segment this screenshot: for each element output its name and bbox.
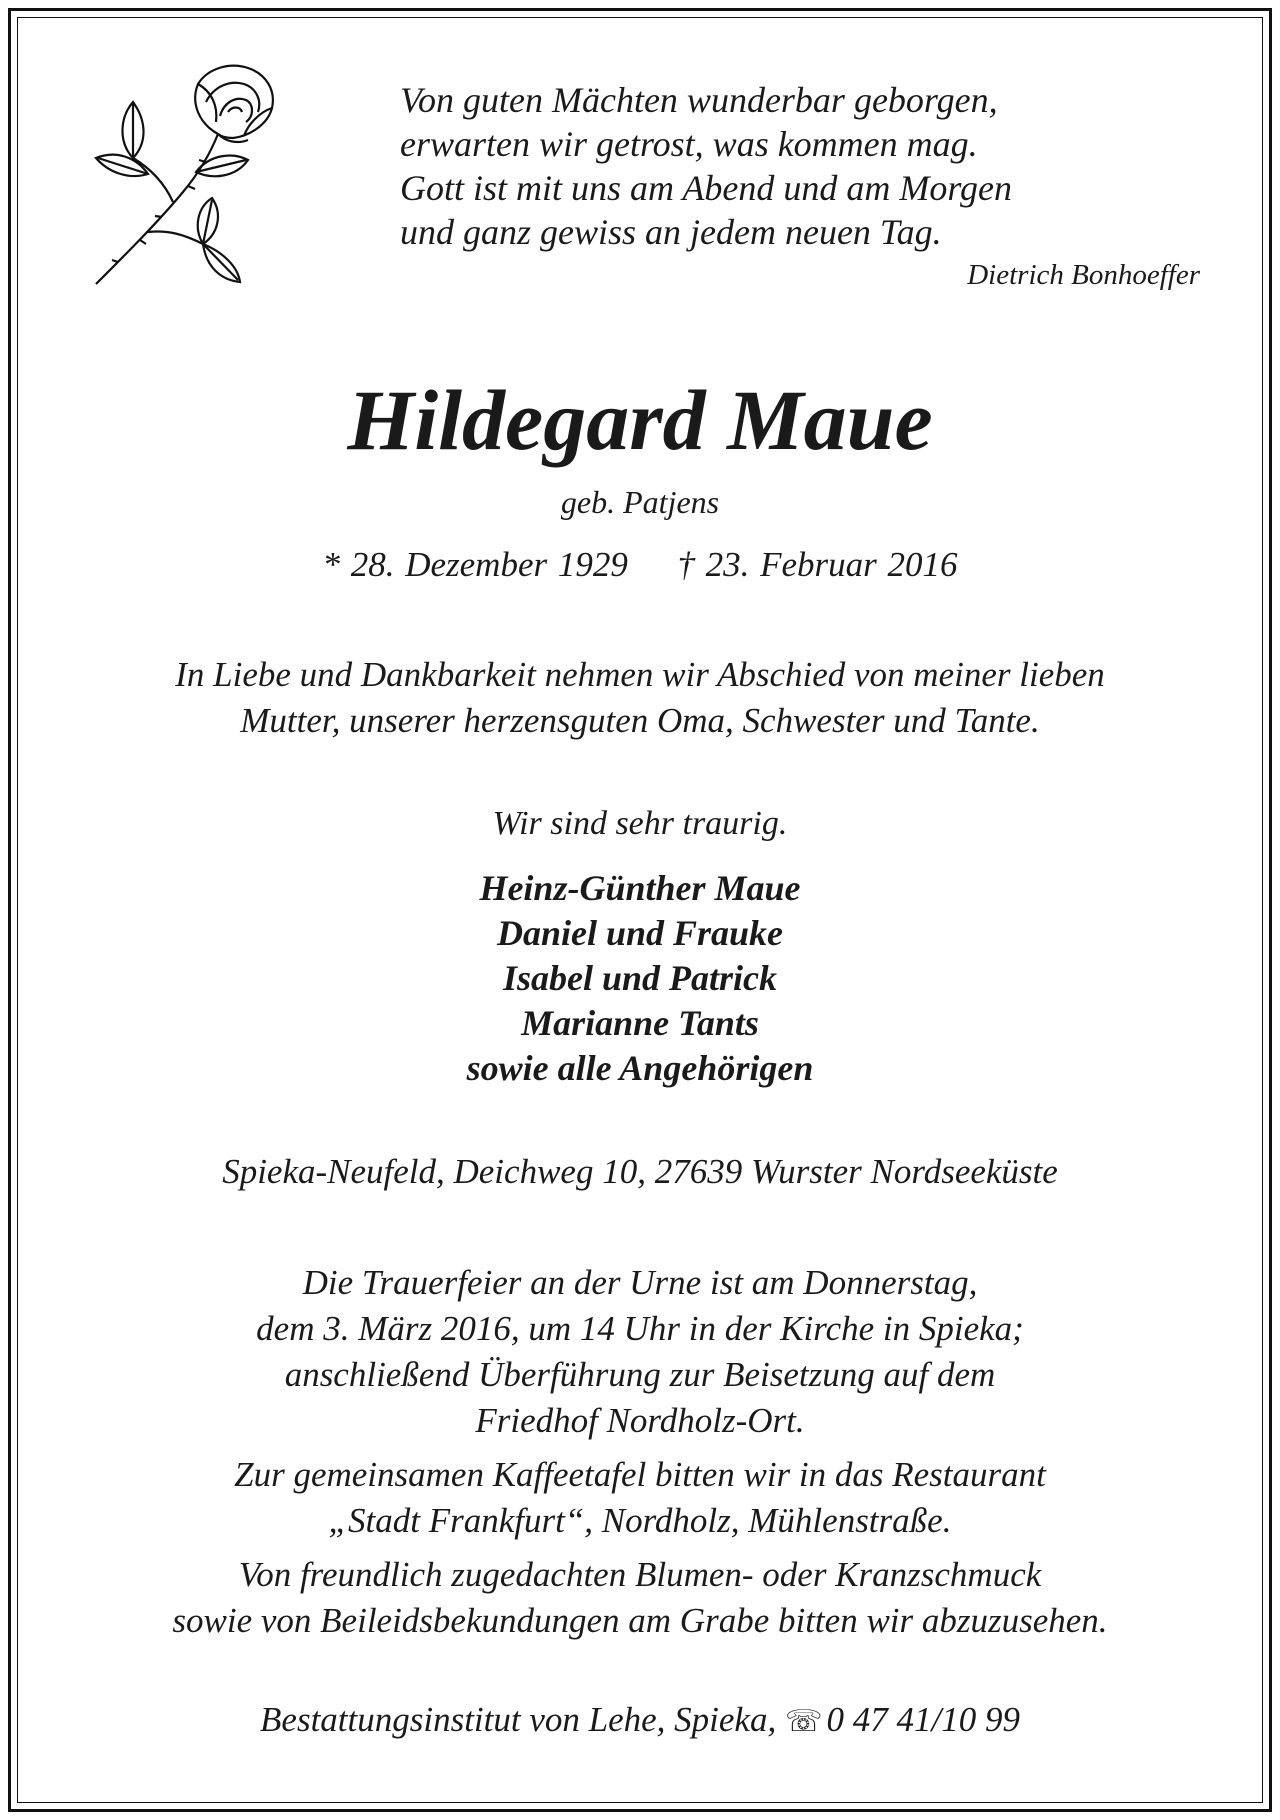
life-dates (0, 545, 1280, 585)
telephone-icon: ☏ (784, 1705, 823, 1738)
ceremony-info (0, 1260, 1280, 1644)
birth-date: * 28. Dezember 1929 (322, 545, 628, 584)
quote-line: Gott ist mit uns am Abend und am Morgen (400, 168, 1012, 208)
address: Spieka-Neufeld, Deichweg 10, 27639 Wurster Nordseeküste (222, 1152, 1058, 1191)
sad-line: Wir sind sehr traurig. (492, 805, 788, 842)
ceremony-line: dem 3. März 2016, um 14 Uhr in der Kirche in Spieka; (256, 1309, 1024, 1348)
rose-icon (88, 62, 298, 287)
mourner: Isabel und Patrick (502, 958, 778, 998)
ceremony-line: anschließend Überführung zur Beisetzung auf dem (284, 1355, 996, 1394)
ceremony-line: Friedhof Nordholz-Ort. (475, 1401, 805, 1440)
maiden-name: geb. Patjens (560, 484, 720, 520)
funeral-home-phone: 0 47 41/10 99 (826, 1700, 1020, 1739)
funeral-home-name: Bestattungsinstitut von Lehe, Spieka, (260, 1700, 777, 1739)
quote-line: Von guten Mächten wunderbar geborgen, (400, 80, 998, 120)
intro-line: Mutter, unserer herzensguten Oma, Schwester und Tante. (240, 701, 1040, 740)
quote-author: Dietrich Bonhoeffer (967, 259, 1200, 291)
funeral-home (0, 1700, 1280, 1740)
quote (400, 78, 1012, 254)
mourners-list (0, 866, 1280, 1091)
ceremony-line: Zur gemeinsamen Kaffeetafel bitten wir in das Restaurant (234, 1455, 1046, 1494)
quote-line: erwarten wir getrost, was kommen mag. (400, 124, 978, 164)
ceremony-line: Die Trauerfeier an der Urne ist am Donnerstag, (302, 1263, 978, 1302)
intro-line: In Liebe und Dankbarkeit nehmen wir Abschied von meiner lieben (175, 655, 1105, 694)
mourner: Heinz-Günther Maue (479, 868, 801, 908)
intro-text (0, 652, 1280, 744)
mourner: Daniel und Frauke (496, 913, 784, 953)
ceremony-line: sowie von Beileidsbekundungen am Grabe bitten wir abzuzusehen. (172, 1601, 1108, 1640)
mourner: sowie alle Angehörigen (466, 1048, 814, 1088)
ceremony-line: Von freundlich zugedachten Blumen- oder Kranzschmuck (238, 1555, 1042, 1594)
ceremony-line: „Stadt Frankfurt“, Nordholz, Mühlenstraße. (328, 1501, 952, 1540)
death-date: † 23. Februar 2016 (677, 545, 958, 584)
mourner: Marianne Tants (521, 1003, 759, 1043)
deceased-name: Hildegard Maue (347, 372, 933, 468)
quote-line: und ganz gewiss an jedem neuen Tag. (400, 212, 942, 252)
